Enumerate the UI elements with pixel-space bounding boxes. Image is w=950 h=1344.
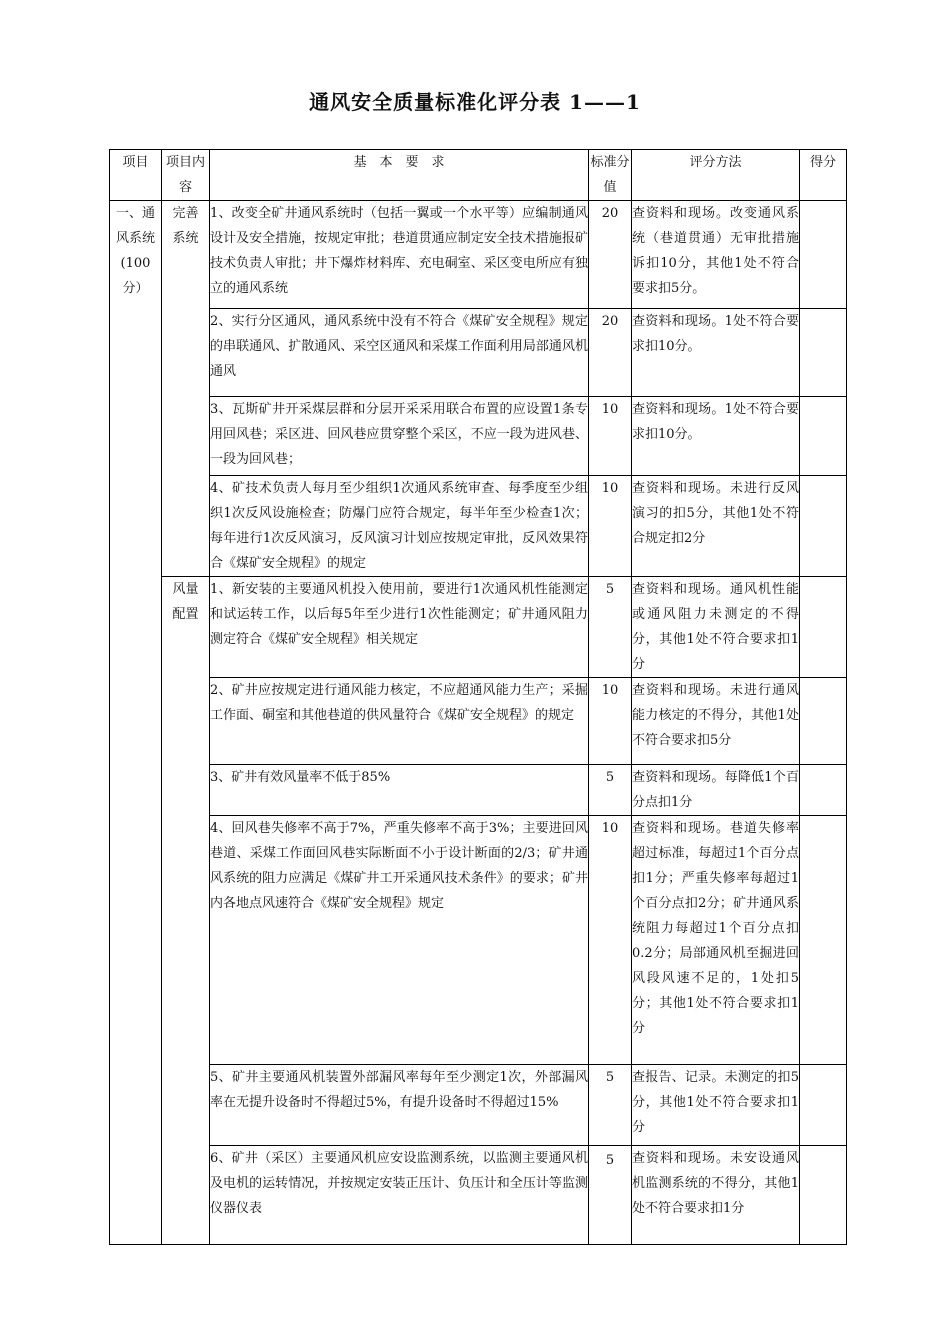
standard-value-cell: 20 (589, 201, 632, 309)
method-cell: 查资料和现场。通风机性能或通风阻力未测定的不得分，其他1处不符合要求扣1分 (632, 577, 800, 678)
method-cell: 查资料和现场。巷道失修率超过标准，每超过1个百分点扣1分；严重失修率每超过1个百分点扣2分；矿井通风系统阻力每超过1个百分点扣0.2分；局部通风机至掘进回风段风速不足的，1处扣5分；其他1处不符合要求扣1分 (632, 816, 800, 1065)
header-requirement: 基 本 要 求 (210, 150, 589, 201)
standard-value-cell: 10 (589, 816, 632, 1065)
method-cell: 查资料和现场。未进行反风演习的扣5分，其他1处不符合规定扣2分 (632, 476, 800, 577)
standard-value-cell: 20 (589, 309, 632, 397)
requirement-cell: 2、矿井应按规定进行通风能力核定，不应超通风能力生产；采掘工作面、硐室和其他巷道的供风量符合《煤矿安全规程》的规定 (210, 678, 589, 765)
content-cell (162, 201, 210, 577)
standard-value-cell: 5 (589, 1146, 632, 1245)
method-cell: 查资料和现场。每降低1个百分点扣1分 (632, 765, 800, 816)
scoring-table (109, 149, 847, 1245)
method-cell: 查资料和现场。1处不符合要求扣10分。 (632, 397, 800, 476)
header-item: 项目 (110, 150, 162, 201)
content-label: 风量配置 (172, 582, 199, 622)
requirement-cell: 4、矿技术负责人每月至少组织1次通风系统审查、每季度至少组织1次反风设施检查；防爆门应符合规定，每半年至少检查1次；每年进行1次反风演习，反风演习计划应按规定审批，反风效果符合《煤矿安全规程》的规定 (210, 476, 589, 577)
content-label: 完善系统 (172, 206, 199, 246)
score-cell[interactable] (800, 1146, 847, 1245)
standard-value-cell: 10 (589, 476, 632, 577)
standard-value-cell: 5 (589, 577, 632, 678)
method-cell: 查资料和现场。改变通风系统（巷道贯通）无审批措施诉扣10分，其他1处不符合要求扣5分。 (632, 201, 800, 309)
score-cell[interactable] (800, 816, 847, 1065)
requirement-cell: 4、回风巷失修率不高于7%，严重失修率不高于3%；主要进回风巷道、采煤工作面回风巷实际断面不小于设计断面的2/3；矿井通风系统的阻力应满足《煤矿井工开采通风技术条件》的要求；矿井内各地点风速符合《煤矿安全规程》规定 (210, 816, 589, 1065)
table-row (110, 816, 847, 1065)
table-row (110, 765, 847, 816)
requirement-cell: 5、矿井主要通风机装置外部漏风率每年至少测定1次，外部漏风率在无提升设备时不得超过5%，有提升设备时不得超过15% (210, 1065, 589, 1146)
table-row (110, 577, 847, 678)
table-row (110, 678, 847, 765)
content-cell (162, 577, 210, 1245)
table-row (110, 201, 847, 309)
requirement-cell: 6、矿井（采区）主要通风机应安设监测系统，以监测主要通风机及电机的运转情况，并按规定安装正压计、负压计和全压计等监测仪器仪表 (210, 1146, 589, 1245)
table-row (110, 476, 847, 577)
requirement-cell: 3、矿井有效风量率不低于85% (210, 765, 589, 816)
method-cell: 查报告、记录。未测定的扣5分，其他1处不符合要求扣1分 (632, 1065, 800, 1146)
requirement-cell: 1、改变全矿井通风系统时（包括一翼或一个水平等）应编制通风设计及安全措施，按规定审批；巷道贯通应制定安全技术措施报矿技术负责人审批；井下爆炸材料库、充电硐室、采区变电所应有独立的通风系统 (210, 201, 589, 309)
score-cell[interactable] (800, 678, 847, 765)
table-row (110, 1146, 847, 1245)
item-cell (110, 201, 162, 1245)
table-row (110, 397, 847, 476)
standard-value-cell: 10 (589, 397, 632, 476)
method-cell: 查资料和现场。1处不符合要求扣10分。 (632, 309, 800, 397)
score-cell[interactable] (800, 476, 847, 577)
table-row (110, 1065, 847, 1146)
header-score: 得分 (800, 150, 847, 201)
score-cell[interactable] (800, 577, 847, 678)
page-title: 通风安全质量标准化评分表 1——1 (309, 90, 641, 114)
method-cell: 查资料和现场。未进行通风能力核定的不得分，其他1处不符合要求扣5分 (632, 678, 800, 765)
score-cell[interactable] (800, 201, 847, 309)
header-standard-value: 标准分值 (589, 150, 632, 201)
score-cell[interactable] (800, 765, 847, 816)
standard-value-cell: 5 (589, 1065, 632, 1146)
header-row (110, 150, 847, 201)
item-label: 一、通风系统(100分） (115, 206, 155, 296)
standard-value-cell: 5 (589, 765, 632, 816)
score-cell[interactable] (800, 397, 847, 476)
score-cell[interactable] (800, 309, 847, 397)
header-content: 项目内容 (162, 150, 210, 201)
header-method: 评分方法 (632, 150, 800, 201)
requirement-cell: 1、新安装的主要通风机投入使用前，要进行1次通风机性能测定和试运转工作，以后每5年至少进行1次性能测定；矿井通风阻力测定符合《煤矿安全规程》相关规定 (210, 577, 589, 678)
score-cell[interactable] (800, 1065, 847, 1146)
method-cell: 查资料和现场。未安设通风机监测系统的不得分，其他1处不符合要求扣1分 (632, 1146, 800, 1245)
requirement-cell: 3、瓦斯矿井开采煤层群和分层开采采用联合布置的应设置1条专用回风巷；采区进、回风巷应贯穿整个采区，不应一段为进风巷、一段为回风巷； (210, 397, 589, 476)
requirement-cell: 2、实行分区通风，通风系统中没有不符合《煤矿安全规程》规定的串联通风、扩散通风、采空区通风和采煤工作面利用局部通风机通风 (210, 309, 589, 397)
table-row (110, 309, 847, 397)
standard-value-cell: 10 (589, 678, 632, 765)
